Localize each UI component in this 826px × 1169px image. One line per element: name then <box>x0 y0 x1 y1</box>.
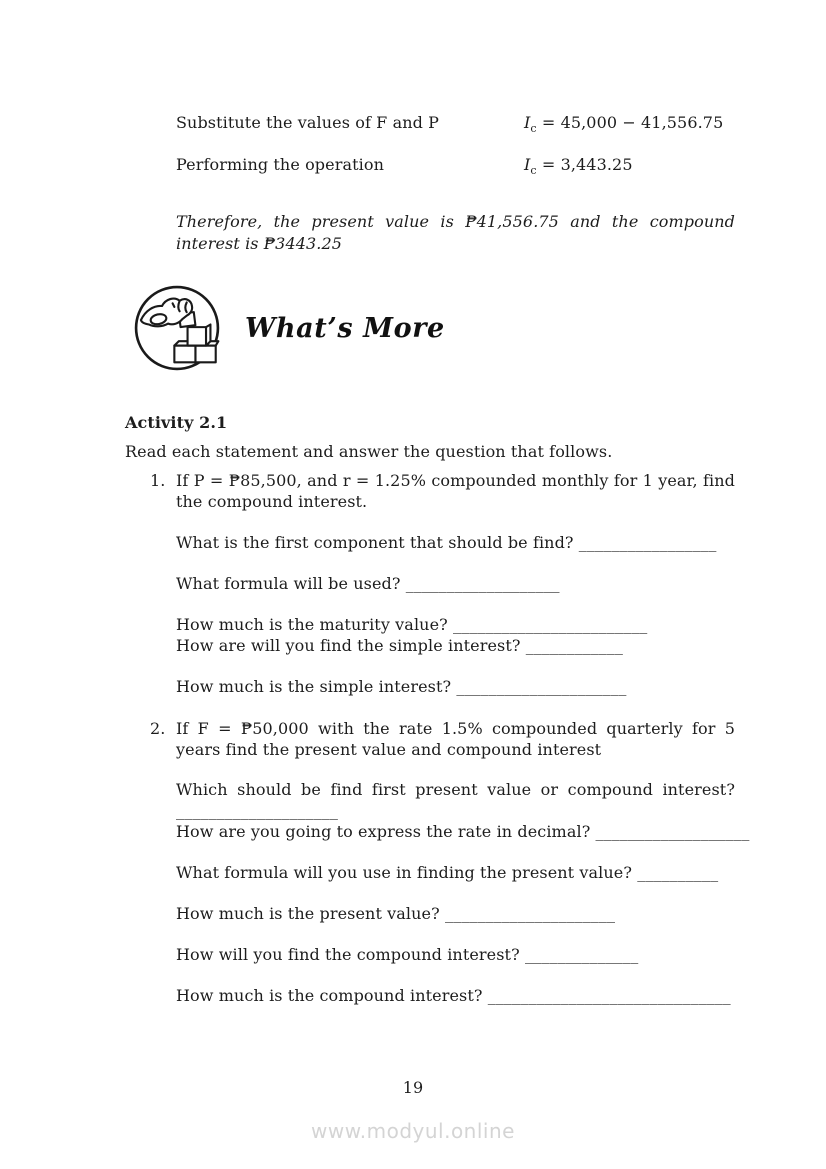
answer-blank-line: ____________________ <box>176 801 338 820</box>
solution-step-label: Performing the operation <box>176 155 384 174</box>
question-blank: How much is the maturity value? ________________________ <box>176 615 648 634</box>
question-blank: How much is the simple interest? _____________________ <box>176 677 627 696</box>
formula-expression: = 45,000 − 41,556.75 <box>541 113 724 132</box>
activity-item-1 <box>125 470 735 697</box>
solution-step-formula <box>524 154 735 178</box>
page-content <box>125 0 750 1006</box>
watermark-text: www.modyul.online <box>311 1119 515 1143</box>
formula-variable: I <box>524 113 531 132</box>
solution-step-formula <box>524 112 735 136</box>
hand-stacking-blocks-icon <box>133 284 221 372</box>
solution-step-row <box>125 112 735 136</box>
question-blank: What formula will you use in finding the present value? __________ <box>176 863 719 882</box>
question-blank: What formula will be used? ___________________ <box>176 574 560 593</box>
problem-statement: If F = ₱50,000 with the rate 1.5% compounded quarterly for 5 years find the present value and compound interest <box>176 719 735 759</box>
item-body <box>176 718 750 1006</box>
formula-variable: I <box>524 155 531 174</box>
question-blank: How are will you find the simple interest? ____________ <box>176 636 623 655</box>
formula-subscript: c <box>530 122 537 136</box>
question-blank: What is the first component that should be find? _________________ <box>176 533 717 552</box>
solution-step-label: Substitute the values of F and P <box>176 113 440 132</box>
solution-step-row <box>125 154 735 178</box>
activity-item-2 <box>125 718 750 1006</box>
formula-expression: = 3,443.25 <box>541 155 633 174</box>
conclusion-text: Therefore, the present value is ₱41,556.75 and the compound interest is ₱3443.25 <box>176 212 735 253</box>
formula-subscript: c <box>530 164 537 178</box>
problem-statement: If P = ₱85,500, and r = 1.25% compounded monthly for 1 year, find the compound interest. <box>176 471 735 511</box>
question-blank: How much is the present value? _____________________ <box>176 904 616 923</box>
item-body <box>176 470 735 697</box>
question-blank: Which should be find first present value or compound interest? <box>176 780 735 799</box>
question-blank: How much is the compound interest? ______________________________ <box>176 986 731 1005</box>
page-number: 19 <box>402 1078 424 1097</box>
item-number: 1. <box>150 471 166 490</box>
item-number: 2. <box>150 719 166 738</box>
section-header <box>133 284 735 372</box>
activity-title: Activity 2.1 <box>125 413 228 432</box>
activity-instruction: Read each statement and answer the question that follows. <box>125 442 613 461</box>
section-title: What’s More <box>245 312 445 344</box>
question-blank: How are you going to express the rate in decimal? ___________________ <box>176 822 750 841</box>
question-blank: How will you find the compound interest? ______________ <box>176 945 639 964</box>
